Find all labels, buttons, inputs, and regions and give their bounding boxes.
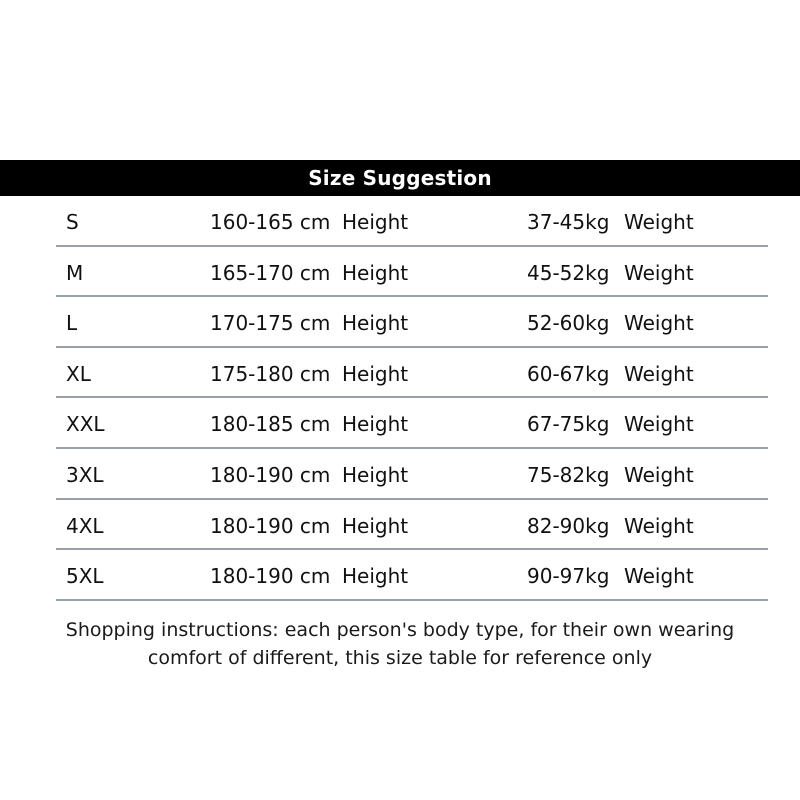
weight-range-cell: 45-52kg: [527, 260, 610, 285]
height-label-cell: Height: [342, 260, 409, 285]
height-label-cell: Height: [342, 462, 409, 487]
weight-range-cell: 67-75kg: [527, 412, 610, 437]
table-row: [0, 550, 800, 601]
table-row: [0, 348, 800, 399]
page-title: Size Suggestion: [308, 166, 492, 190]
height-range-cell: 165-170 cm: [210, 260, 331, 285]
height-label-cell: Height: [342, 311, 409, 336]
weight-label-cell: Weight: [624, 462, 694, 487]
weight-label-cell: Weight: [624, 513, 694, 538]
height-range-cell: 170-175 cm: [210, 311, 331, 336]
height-range-cell: 180-190 cm: [210, 513, 331, 538]
height-range-cell: 175-180 cm: [210, 361, 331, 386]
weight-range-cell: 52-60kg: [527, 311, 610, 336]
size-suggestion-header: [0, 160, 800, 196]
weight-range-cell: 60-67kg: [527, 361, 610, 386]
weight-label-cell: Weight: [624, 260, 694, 285]
table-row: [0, 196, 800, 247]
note-line-1: Shopping instructions: each person's body type, for their own wearing: [65, 619, 735, 641]
size-cell: 5XL: [66, 564, 104, 589]
table-row: [0, 449, 800, 500]
table-row: [0, 247, 800, 298]
weight-label-cell: Weight: [624, 311, 694, 336]
weight-range-cell: 37-45kg: [527, 210, 610, 234]
size-cell: L: [66, 311, 78, 336]
height-label-cell: Height: [342, 361, 409, 386]
size-cell: 3XL: [66, 462, 104, 487]
weight-label-cell: Weight: [624, 210, 694, 234]
size-cell: S: [66, 210, 79, 234]
note-line-2: comfort of different, this size table for reference only: [147, 647, 653, 669]
height-label-cell: Height: [342, 564, 409, 589]
height-range-cell: 180-190 cm: [210, 462, 331, 487]
height-range-cell: 180-185 cm: [210, 412, 331, 437]
height-label-cell: Height: [342, 513, 409, 538]
weight-label-cell: Weight: [624, 412, 694, 437]
height-range-cell: 160-165 cm: [210, 210, 331, 234]
size-table: [0, 196, 800, 601]
size-cell: M: [66, 260, 84, 285]
height-label-cell: Height: [342, 210, 409, 234]
weight-label-cell: Weight: [624, 564, 694, 589]
shopping-instructions-note: [0, 616, 800, 672]
weight-range-cell: 75-82kg: [527, 462, 610, 487]
weight-range-cell: 90-97kg: [527, 564, 610, 589]
weight-range-cell: 82-90kg: [527, 513, 610, 538]
table-row: [0, 398, 800, 449]
size-cell: 4XL: [66, 513, 104, 538]
size-cell: XL: [66, 361, 91, 386]
height-range-cell: 180-190 cm: [210, 564, 331, 589]
table-row: [0, 297, 800, 348]
weight-label-cell: Weight: [624, 361, 694, 386]
height-label-cell: Height: [342, 412, 409, 437]
size-cell: XXL: [66, 412, 105, 437]
table-row: [0, 500, 800, 551]
